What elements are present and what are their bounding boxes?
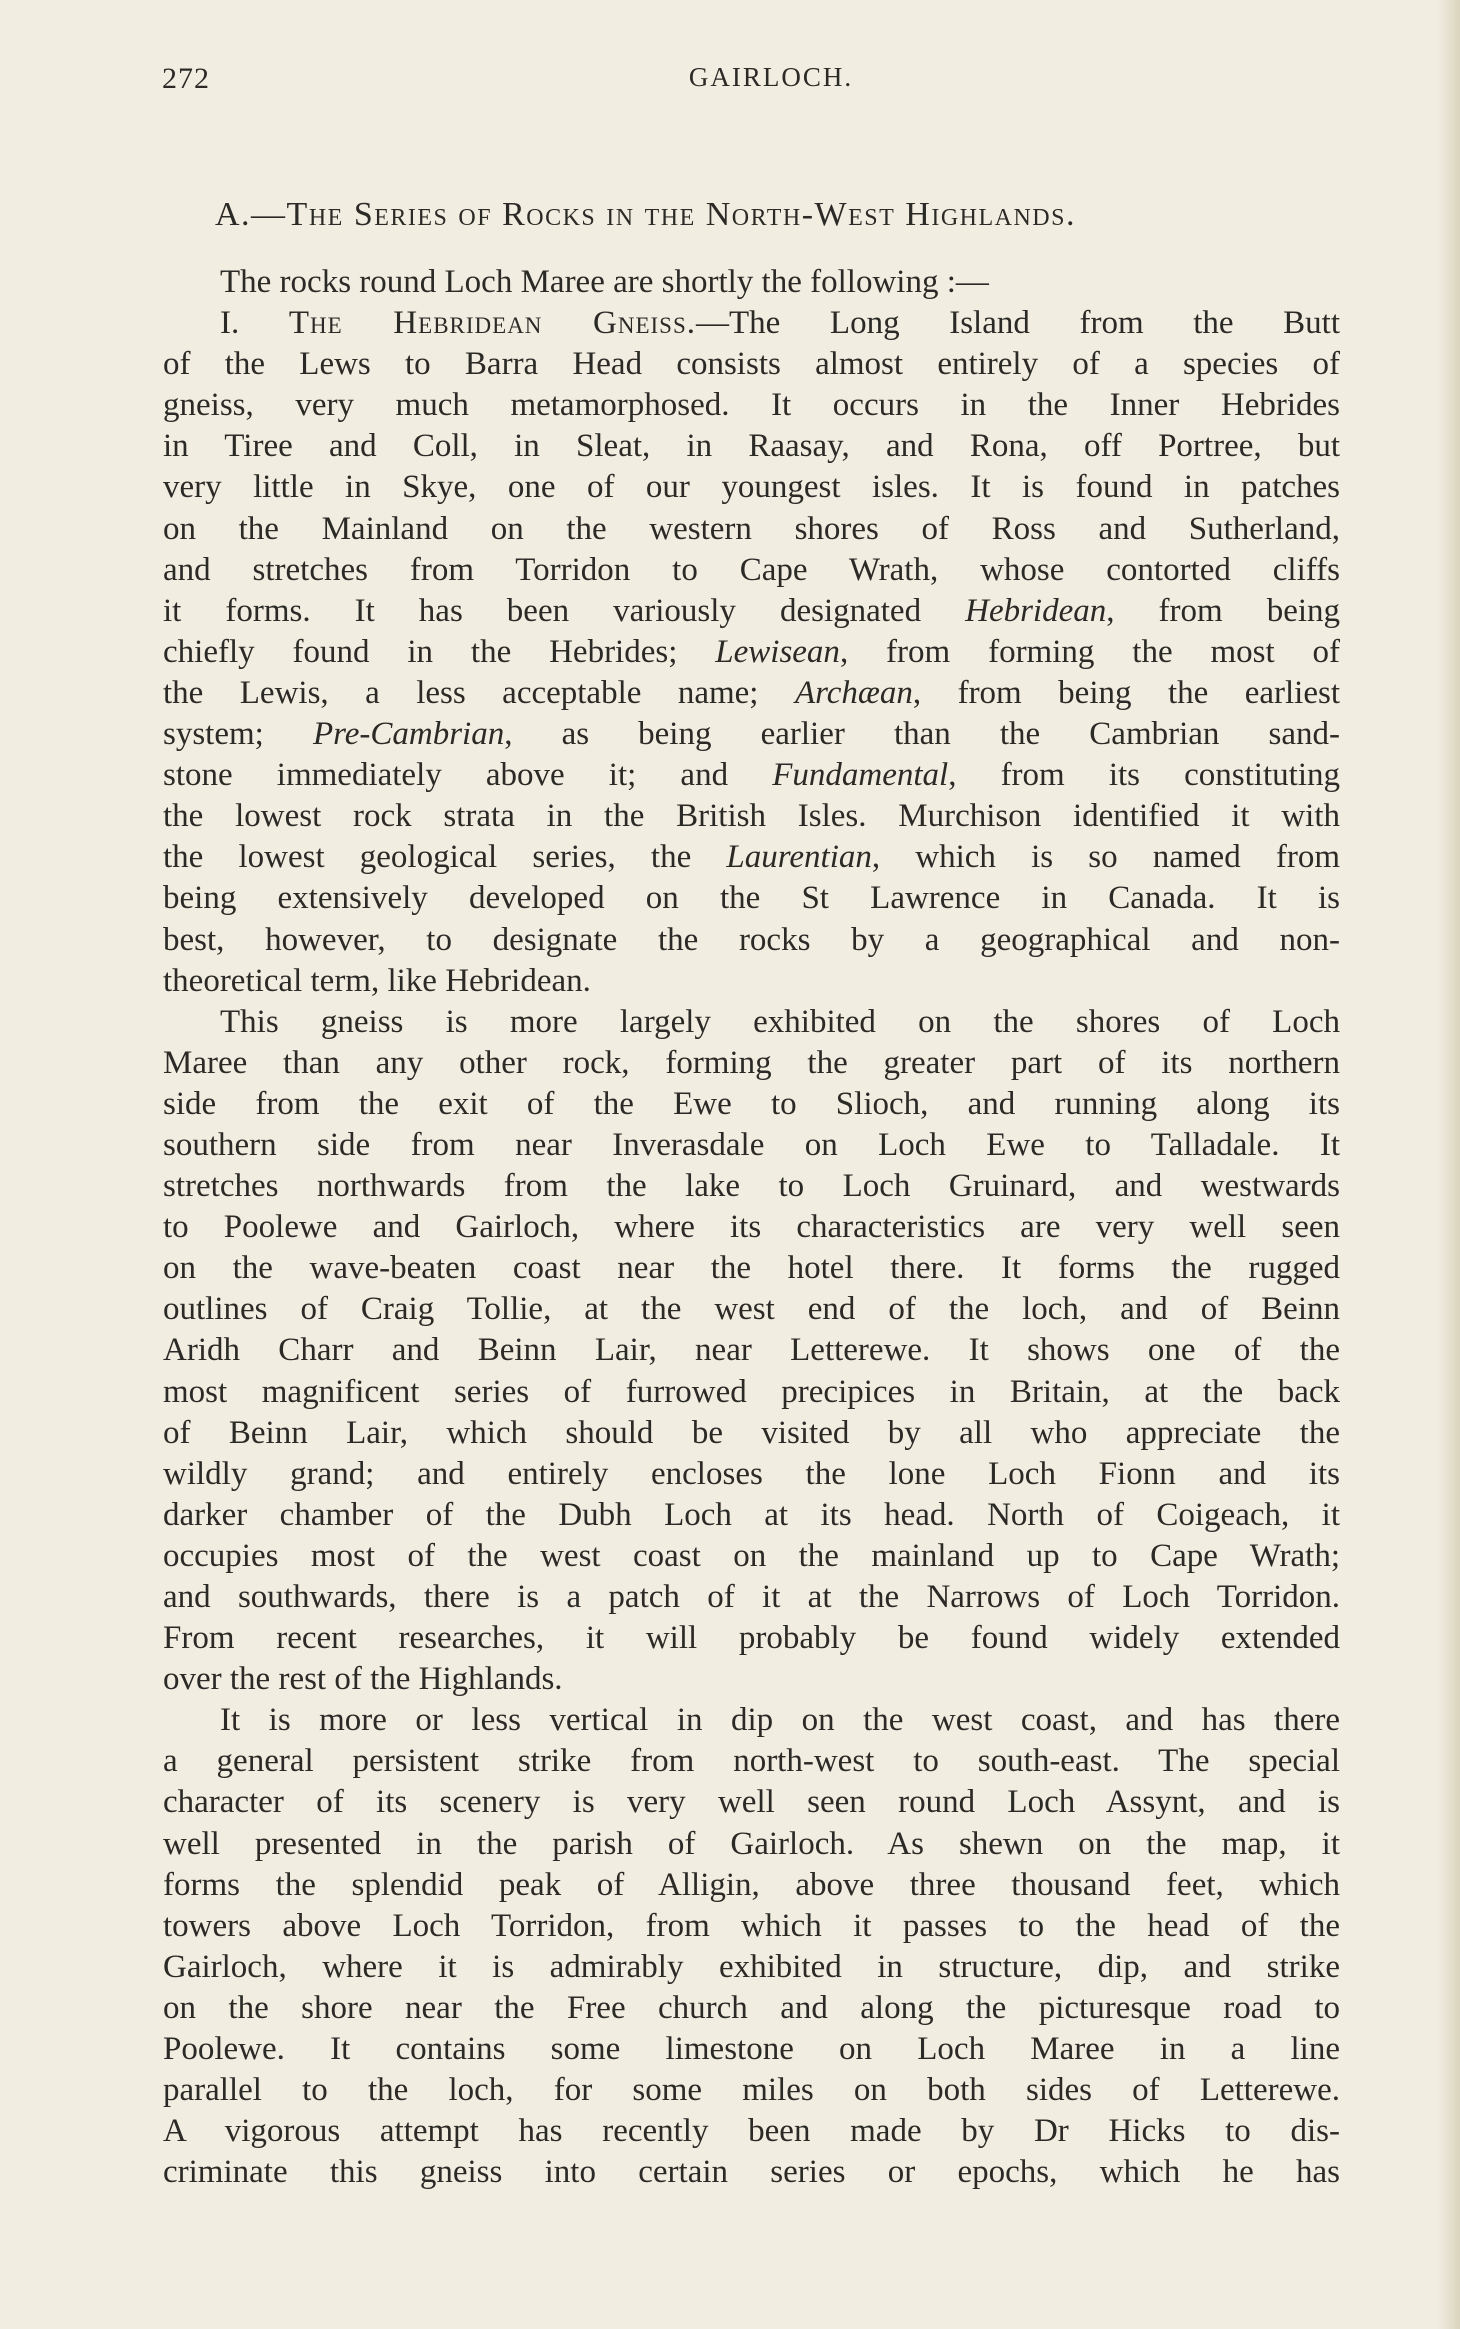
text-line: and stretches from Torridon to Cape Wrath, whose contorted cliffs	[163, 551, 1340, 588]
text-line: The rocks round Loch Maree are shortly the following :—	[220, 264, 989, 300]
italic-term: Fundamental	[772, 757, 949, 794]
text-run: , which is so named from	[871, 839, 1341, 876]
text-run: , as being earlier than the Cambrian sand-	[504, 716, 1340, 753]
text-line: forms the splendid peak of Alligin, above three thousand feet, which	[163, 1866, 1340, 1903]
italic-term: Lewisean	[715, 633, 840, 670]
text-line: stretches northwards from the lake to Loch Gruinard, and westwards	[163, 1168, 1340, 1205]
italic-term: Hebridean	[965, 592, 1107, 629]
text-run: , from forming the most of	[839, 633, 1341, 670]
text-line: parallel to the loch, for some miles on both sides of Letterewe.	[163, 2072, 1340, 2109]
page-number: 272	[162, 62, 210, 95]
text-run: it forms. It has been variously designated	[163, 592, 966, 629]
text-line: gneiss, very much metamorphosed. It occurs in the Inner Hebrides	[163, 387, 1340, 424]
text-line: southern side from near Inverasdale on Loch Ewe to Talladale. It	[163, 1126, 1340, 1163]
text-run: the Lewis, a less acceptable name;	[163, 674, 795, 711]
text-line	[163, 837, 1340, 878]
subsection-title: The Hebridean Gneiss.	[288, 305, 697, 342]
body-text	[163, 262, 1340, 2193]
page-edge-shadow	[1438, 0, 1460, 2329]
text-line: It is more or less vertical in dip on the west coast, and has there	[220, 1702, 1340, 1739]
text-line: darker chamber of the Dubh Loch at its head. North of Coigeach, it	[163, 1496, 1340, 1533]
text-line	[163, 632, 1340, 673]
text-run: the lowest geological series, the	[163, 839, 727, 876]
running-head	[162, 62, 1340, 102]
text-line: This gneiss is more largely exhibited on the shores of Loch	[220, 1003, 1340, 1040]
text-line: in Tiree and Coll, in Sleat, in Raasay, and Rona, off Portree, but	[163, 428, 1340, 465]
text-line: most magnificent series of furrowed precipices in Britain, at the back	[163, 1373, 1340, 1410]
text-line: criminate this gneiss into certain series or epochs, which he has	[163, 2154, 1340, 2191]
italic-term: Archæan	[794, 674, 913, 711]
text-line: a general persistent strike from north-west to south-east. The special	[163, 1743, 1340, 1780]
text-run: stone immediately above it; and	[163, 757, 773, 794]
text-line	[163, 714, 1340, 755]
text-run: , from being the earliest	[912, 674, 1340, 711]
text-line: on the Mainland on the western shores of Ross and Sutherland,	[163, 510, 1340, 547]
text-line: very little in Skye, one of our youngest isles. It is found in patches	[163, 469, 1340, 506]
text-line: and southwards, there is a patch of it at the Narrows of Loch Torridon.	[163, 1579, 1340, 1615]
text-run: chiefly found in the Hebrides;	[163, 633, 716, 670]
text-line: of Beinn Lair, which should be visited by all who appreciate the	[163, 1414, 1340, 1451]
text-line: Poolewe. It contains some limestone on Loch Maree in a line	[163, 2031, 1340, 2068]
italic-term: Laurentian	[726, 839, 872, 876]
text-line: theoretical term, like Hebridean.	[163, 962, 591, 999]
text-line: occupies most of the west coast on the mainland up to Cape Wrath;	[163, 1537, 1340, 1574]
italic-term: Pre-Cambrian	[312, 716, 505, 753]
text-line: on the shore near the Free church and along the picturesque road to	[163, 1989, 1340, 2026]
text-line: wildly grand; and entirely encloses the lone Loch Fionn and its	[163, 1455, 1340, 1492]
text-line: Aridh Charr and Beinn Lair, near Letterewe. It shows one of the	[163, 1332, 1340, 1369]
text-run: , from being	[1106, 592, 1341, 629]
text-line: character of its scenery is very well seen round Loch Assynt, and is	[163, 1784, 1340, 1821]
text-line: being extensively developed on the St Lawrence in Canada. It is	[163, 880, 1340, 917]
text-line: towers above Loch Torridon, from which it passes to the head of the	[163, 1907, 1340, 1944]
text-line: on the wave-beaten coast near the hotel there. It forms the rugged	[163, 1250, 1340, 1287]
text-line: to Poolewe and Gairloch, where its characteristics are very well seen	[163, 1209, 1340, 1246]
text-line: well presented in the parish of Gairloch. As shewn on the map, it	[163, 1825, 1340, 1862]
text-line: Maree than any other rock, forming the greater part of its northern	[163, 1044, 1340, 1081]
text-line	[163, 591, 1340, 632]
text-line: best, however, to designate the rocks by a geographical and non-	[163, 921, 1340, 958]
text-run: —The Long Island from the Butt	[696, 305, 1341, 342]
text-line: of the Lews to Barra Head consists almost entirely of a species of	[163, 346, 1340, 383]
text-line: the lowest rock strata in the British Isles. Murchison identified it with	[163, 798, 1340, 835]
text-line	[163, 673, 1340, 714]
text-line	[163, 755, 1340, 796]
text-run: , from its constituting	[948, 757, 1340, 794]
text-line: From recent researches, it will probably be found widely extended	[163, 1620, 1340, 1657]
text-line: A vigorous attempt has recently been made by Dr Hicks to dis-	[163, 2113, 1340, 2150]
text-line: Gairloch, where it is admirably exhibited in structure, dip, and strike	[163, 1948, 1340, 1985]
text-line: outlines of Craig Tollie, at the west end of the loch, and of Beinn	[163, 1291, 1340, 1328]
section-numeral: I.	[220, 305, 240, 342]
text-line	[163, 303, 1340, 344]
section-heading: A.—The Series of Rocks in the North-West Highlands.	[215, 196, 1076, 233]
text-line: over the rest of the Highlands.	[163, 1661, 563, 1698]
running-title: GAIRLOCH.	[688, 62, 854, 92]
text-line: side from the exit of the Ewe to Slioch, and running along its	[163, 1085, 1340, 1122]
text-run: system;	[163, 716, 313, 753]
